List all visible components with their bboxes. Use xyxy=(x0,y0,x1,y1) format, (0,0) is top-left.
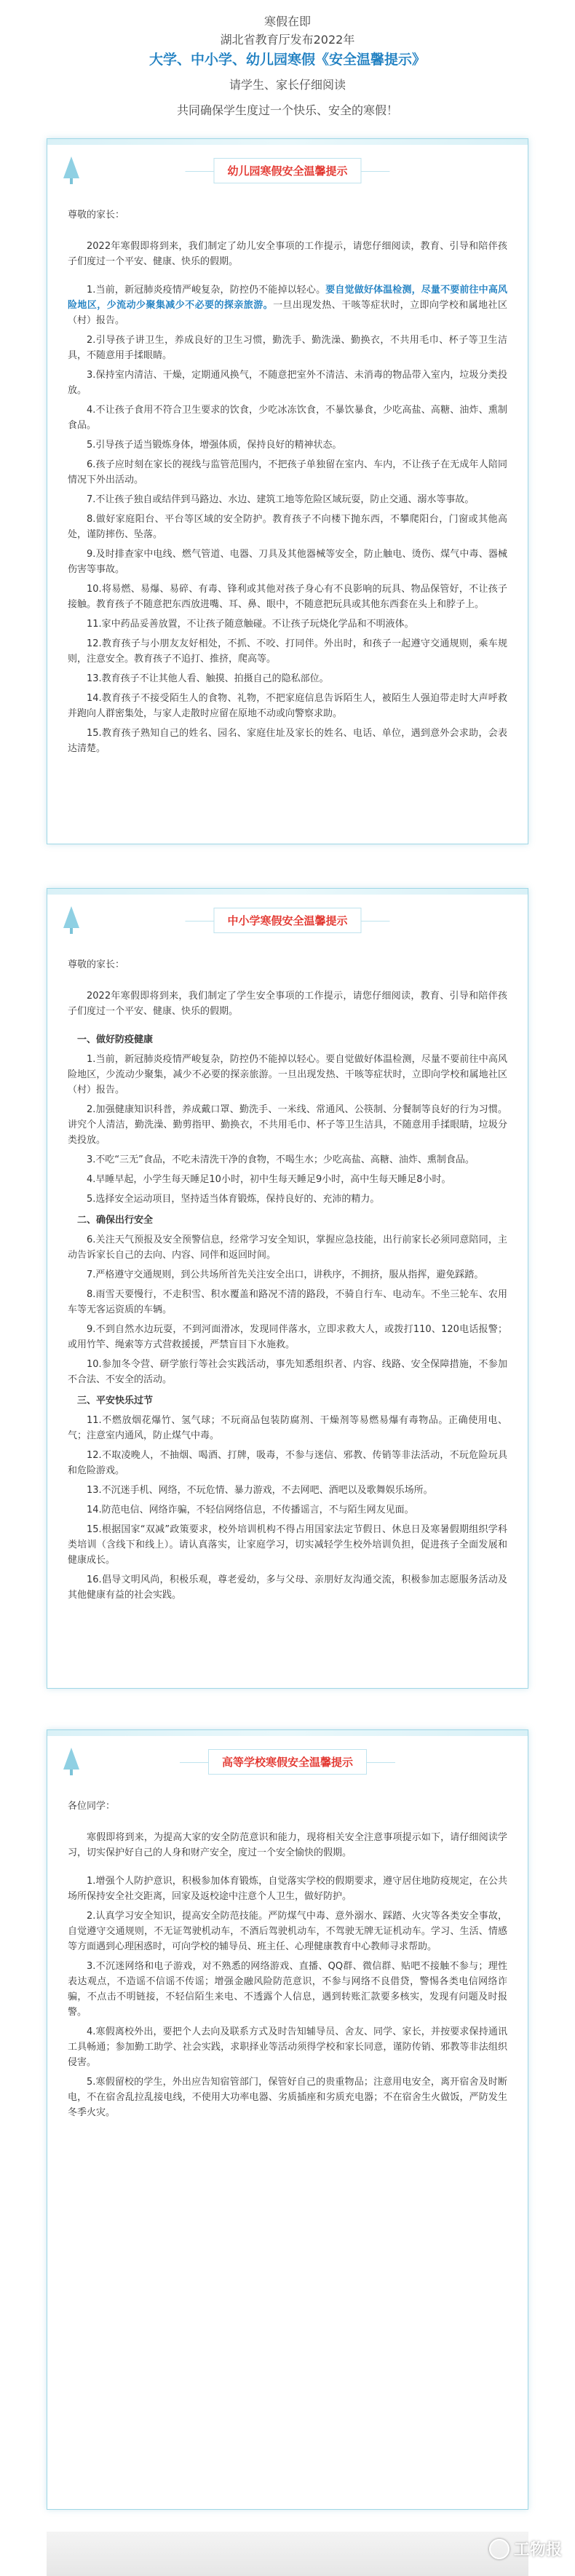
tree-icon xyxy=(63,156,79,178)
card-body xyxy=(47,957,528,1625)
greeting: 尊敬的家长： xyxy=(68,210,125,221)
page-motto: 共同确保学生度过一个快乐、安全的寒假！ xyxy=(176,103,398,117)
list-item: 3.保持室内清洁、干燥，定期通风换气，不随意把室外不清洁、未消毒的物品带入室内，垃圾分类投放。 xyxy=(68,370,507,396)
list-item: 4.不让孩子食用不符合卫生要求的饮食，少吃冰冻饮食，不暴饮暴食，少吃高盐、高糖、油炸、熏制食品。 xyxy=(68,405,507,431)
list-item: 10.参加冬令营、研学旅行等社会实践活动，事先知悉组织者、内容、线路、安全保障措施，不参加不合法、不安全的活动。 xyxy=(68,1359,507,1385)
highlight-text: 要自觉做好体温检测，尽量不要前往中高风险地区，少流动少聚集减少不必要的探亲旅游。 xyxy=(68,285,507,311)
list-item: 1.当前，新冠肺炎疫情严峻复杂，防控仍不能掉以轻心。要自觉做好体温检测，尽量不要前往中高风险地区，少流动少聚集，减少不必要的探亲旅游。一旦出现发热、干咳等症状时，立即向学校和属地社区（村）报告。 xyxy=(68,1054,507,1095)
list-item: 6.孩子应时刻在家长的视线与监管范围内，不把孩子单独留在室内、车内，不让孩子在无成年人陪同情况下外出活动。 xyxy=(68,459,507,486)
college-card xyxy=(47,1729,528,2510)
item-text: 1.当前，新冠肺炎疫情严峻复杂，防控仍不能掉以轻心。 xyxy=(87,285,326,296)
list-item: 6.关注天气预报及安全预警信息，经常学习安全知识，掌握应急技能，出行前家长必须同意陪同，主动告诉家长自己的去向、内容、同伴和返回时间。 xyxy=(68,1235,507,1261)
list-item: 7.严格遵守交通规则，到公共场所首先关注安全出口，讲秩序，不拥挤，服从指挥，避免踩踏。 xyxy=(87,1269,484,1280)
list-item: 5.引导孩子适当锻炼身体，增强体质，保持良好的精神状态。 xyxy=(87,440,342,451)
tree-icon xyxy=(63,1748,79,1769)
list-item: 4.早睡早起，小学生每天睡足10小时，初中生每天睡足9小时，高中生每天睡足8小时。 xyxy=(87,1174,451,1185)
card-title: 中小学寒假安全温馨提示 xyxy=(213,908,361,933)
list-item: 4.寒假离校外出，要把个人去向及联系方式及时告知辅导员、舍友、同学、家长，并按要求保持通讯工具畅通；参加勤工助学、社会实践，求职择业等活动须得学校和家长同意，谨防传销、邪教等非法组织侵害。 xyxy=(68,2026,507,2068)
watermark-text: 工物报 xyxy=(513,2541,562,2559)
section-heading: 一、做好防疫健康 xyxy=(77,1034,154,1045)
header-line-2: 湖北省教育厅发布2022年 xyxy=(220,32,355,47)
list-item: 15.根据国家“双减”政策要求，校外培训机构不得占用国家法定节假日、休息日及寒暑假期组织学科类培训（含线下和线上）。请认真落实，让家庭学习，切实减轻学生校外培训负担，促进孩子全面发展和健康成长。 xyxy=(68,1524,507,1566)
page-title: 大学、中小学、幼儿园寒假《安全温馨提示》 xyxy=(148,51,426,68)
card-title: 高等学校寒假安全温馨提示 xyxy=(208,1749,367,1775)
list-item: 5.选择安全运动项目，坚持适当体育锻炼，保持良好的、充沛的精力。 xyxy=(87,1194,380,1205)
list-item: 13.教育孩子不让其他人看、触摸、拍摄自己的隐私部位。 xyxy=(87,673,329,684)
card-body xyxy=(47,1799,528,2142)
intro-paragraph: 2022年寒假即将到来，我们制定了学生安全事项的工作提示，请您仔细阅读，教育、引导和陪伴孩子们度过一个平安、健康、快乐的假期。 xyxy=(68,991,507,1017)
item-text: 一旦出现发热、干咳等症状时，立即向学校和属地社区（村）报告。 xyxy=(68,300,507,326)
card-head xyxy=(47,889,528,947)
page-subtitle: 请学生、家长仔细阅读 xyxy=(229,78,346,92)
section-heading: 二、确保出行安全 xyxy=(77,1215,154,1226)
card-head xyxy=(47,139,528,197)
list-item: 11.不燃放烟花爆竹、氢气球；不玩商品包装防腐剂、干燥剂等易燃易爆有毒物品。正确使用电、气；注意室内通风，防止煤气中毒。 xyxy=(68,1415,507,1441)
list-item xyxy=(68,282,507,328)
kindergarten-card xyxy=(47,138,528,844)
list-item: 2.引导孩子讲卫生，养成良好的卫生习惯，勤洗手、勤洗澡、勤换衣，不共用毛巾、杯子等卫生洁具，不随意用手揉眼睛。 xyxy=(68,335,507,361)
watermark xyxy=(489,2537,562,2560)
list-item: 12.教育孩子与小朋友友好相处，不抓、不咬、打同伴。外出时，和孩子一起遵守交通规则，乘车规则，注意安全。教育孩子不追打、推挤，爬高等。 xyxy=(68,638,507,665)
card-title: 幼儿园寒假安全温馨提示 xyxy=(213,158,361,183)
greeting: 尊敬的家长： xyxy=(68,959,125,970)
section-heading: 三、平安快乐过节 xyxy=(77,1395,154,1406)
list-item: 12.不取凌晚人，不抽烟、喝酒、打牌，吸毒，不参与迷信、邪教、传销等非法活动，不玩危险玩具和危险游戏。 xyxy=(68,1450,507,1476)
list-item: 16.倡导文明风尚，积极乐观，尊老爱幼，多与父母、亲朋好友沟通交流，积极参加志愿服务活动及其他健康有益的社会实践。 xyxy=(68,1574,507,1601)
tree-icon xyxy=(63,906,79,928)
intro-paragraph: 2022年寒假即将到来，我们制定了幼儿安全事项的工作提示，请您仔细阅读，教育、引导和陪伴孩子们度过一个平安、健康、快乐的假期。 xyxy=(68,241,507,267)
list-item: 14.防范电信、网络诈骗，不轻信网络信息，不传播谣言，不与陌生网友见面。 xyxy=(87,1505,414,1515)
list-item: 2.认真学习安全知识，提高安全防范技能。严防煤气中毒、意外溺水、踩踏、火灾等各类安全事故，自觉遵守交通规则，不无证驾驶机动车，不酒后驾驶机动车，不驾驶无牌无证机动车。学习、生活、情感等方面遇到心理困惑时，可向学校的辅导员、班主任、心理健康教育中心教师寻求帮助。 xyxy=(68,1911,507,1952)
list-item: 10.将易燃、易爆、易碎、有毒、锋利或其他对孩子身心有不良影响的玩具、物品保管好，不让孩子接触。教育孩子不随意把东西放进嘴、耳、鼻、眼中，不随意把玩具或其他东西套在头上和脖子上。 xyxy=(68,584,507,610)
card-head xyxy=(47,1730,528,1788)
list-item: 7.不让孩子独自或结伴到马路边、水边、建筑工地等危险区域玩耍，防止交通、溺水等事故。 xyxy=(87,494,475,505)
page-header xyxy=(0,0,575,120)
list-item: 8.做好家庭阳台、平台等区域的安全防护。教育孩子不向楼下抛东西，不攀爬阳台，门窗或其他高处，谨防摔伤、坠落。 xyxy=(68,514,507,540)
list-item: 9.不到自然水边玩耍，不到河面滑冰，发现同伴落水，立即求救大人，或拨打110、120电话报警；或用竹竿、绳索等方式营救援援，严禁盲目下水施救。 xyxy=(68,1324,507,1350)
list-item: 11.家中药品妥善放置，不让孩子随意触碰。不让孩子玩烧化学品和不明液体。 xyxy=(87,619,414,630)
watermark-logo-icon xyxy=(489,2539,509,2559)
list-item: 15.教育孩子熟知自己的姓名、园名、家庭住址及家长的姓名、电话、单位，遇到意外会求助，会表达清楚。 xyxy=(68,728,507,754)
footer-bar xyxy=(47,2532,528,2576)
greeting: 各位同学： xyxy=(68,1801,116,1812)
list-item: 9.及时排查家中电线、燃气管道、电器、刀具及其他器械等安全，防止触电、烫伤、煤气中毒、器械伤害等事故。 xyxy=(68,549,507,575)
list-item: 2.加强健康知识科普，养成戴口罩、勤洗手、一米线、常通风、公筷制、分餐制等良好的行为习惯。讲究个人清洁，勤洗澡、勤剪指甲、勤换衣，不共用毛巾、杯子等卫生洁具，不随意用手揉眼睛，垃圾分类投放。 xyxy=(68,1104,507,1146)
list-item: 14.教育孩子不接受陌生人的食物、礼物，不把家庭信息告诉陌生人，被陌生人强迫带走时大声呼救并跑向人群密集处，与家人走散时应留在原地不动或向警察求助。 xyxy=(68,693,507,719)
list-item: 3.不沉迷网络和电子游戏，对不熟悉的网络游戏、直播、QQ群、微信群、贴吧不接触不参与；理性表达观点，不造谣不信谣不传谣；增强金融风险防范意识，不参与网络不良借贷，警惕各类电信网络诈骗，不点击不明链接，不轻信陌生来电、不透露个人信息，遇到转账汇款要多核实，发现有问题及时报警。 xyxy=(68,1961,507,2018)
list-item: 13.不沉迷手机、网络，不玩危情、暴力游戏，不去网吧、酒吧以及歌舞娱乐场所。 xyxy=(87,1485,433,1496)
intro-paragraph: 寒假即将到来，为提高大家的安全防范意识和能力，现将相关安全注意事项提示如下，请仔细阅读学习，切实保护好自己的人身和财产安全，度过一个安全愉快的假期。 xyxy=(68,1832,507,1858)
header-line-1: 寒假在即 xyxy=(263,15,311,28)
list-item: 8.雨雪天要慢行，不走积雪、积水覆盖和路况不清的路段，不骑自行车、电动车。不坐三轮车、农用车等无客运资质的车辆。 xyxy=(68,1289,507,1315)
list-item: 1.增强个人防护意识，积极参加体育锻炼，自觉落实学校的假期要求，遵守居住地防疫规定，在公共场所保持安全社交距离，回家及返校途中注意个人卫生，做好防护。 xyxy=(68,1876,507,1902)
list-item: 5.寒假留校的学生，外出应告知宿管部门，保管好自己的贵重物品；注意用电安全，离开宿舍及时断电，不在宿舍乱拉乱接电线，不使用大功率电器、劣质插座和劣质充电器；不在宿舍生火做饭，严防发生冬季火灾。 xyxy=(68,2077,507,2118)
school-card xyxy=(47,888,528,1689)
card-body xyxy=(47,207,528,778)
list-item: 3.不吃“三无”食品，不吃未清洗干净的食物，不喝生水；少吃高盐、高糖、油炸、熏制食品。 xyxy=(87,1154,475,1165)
